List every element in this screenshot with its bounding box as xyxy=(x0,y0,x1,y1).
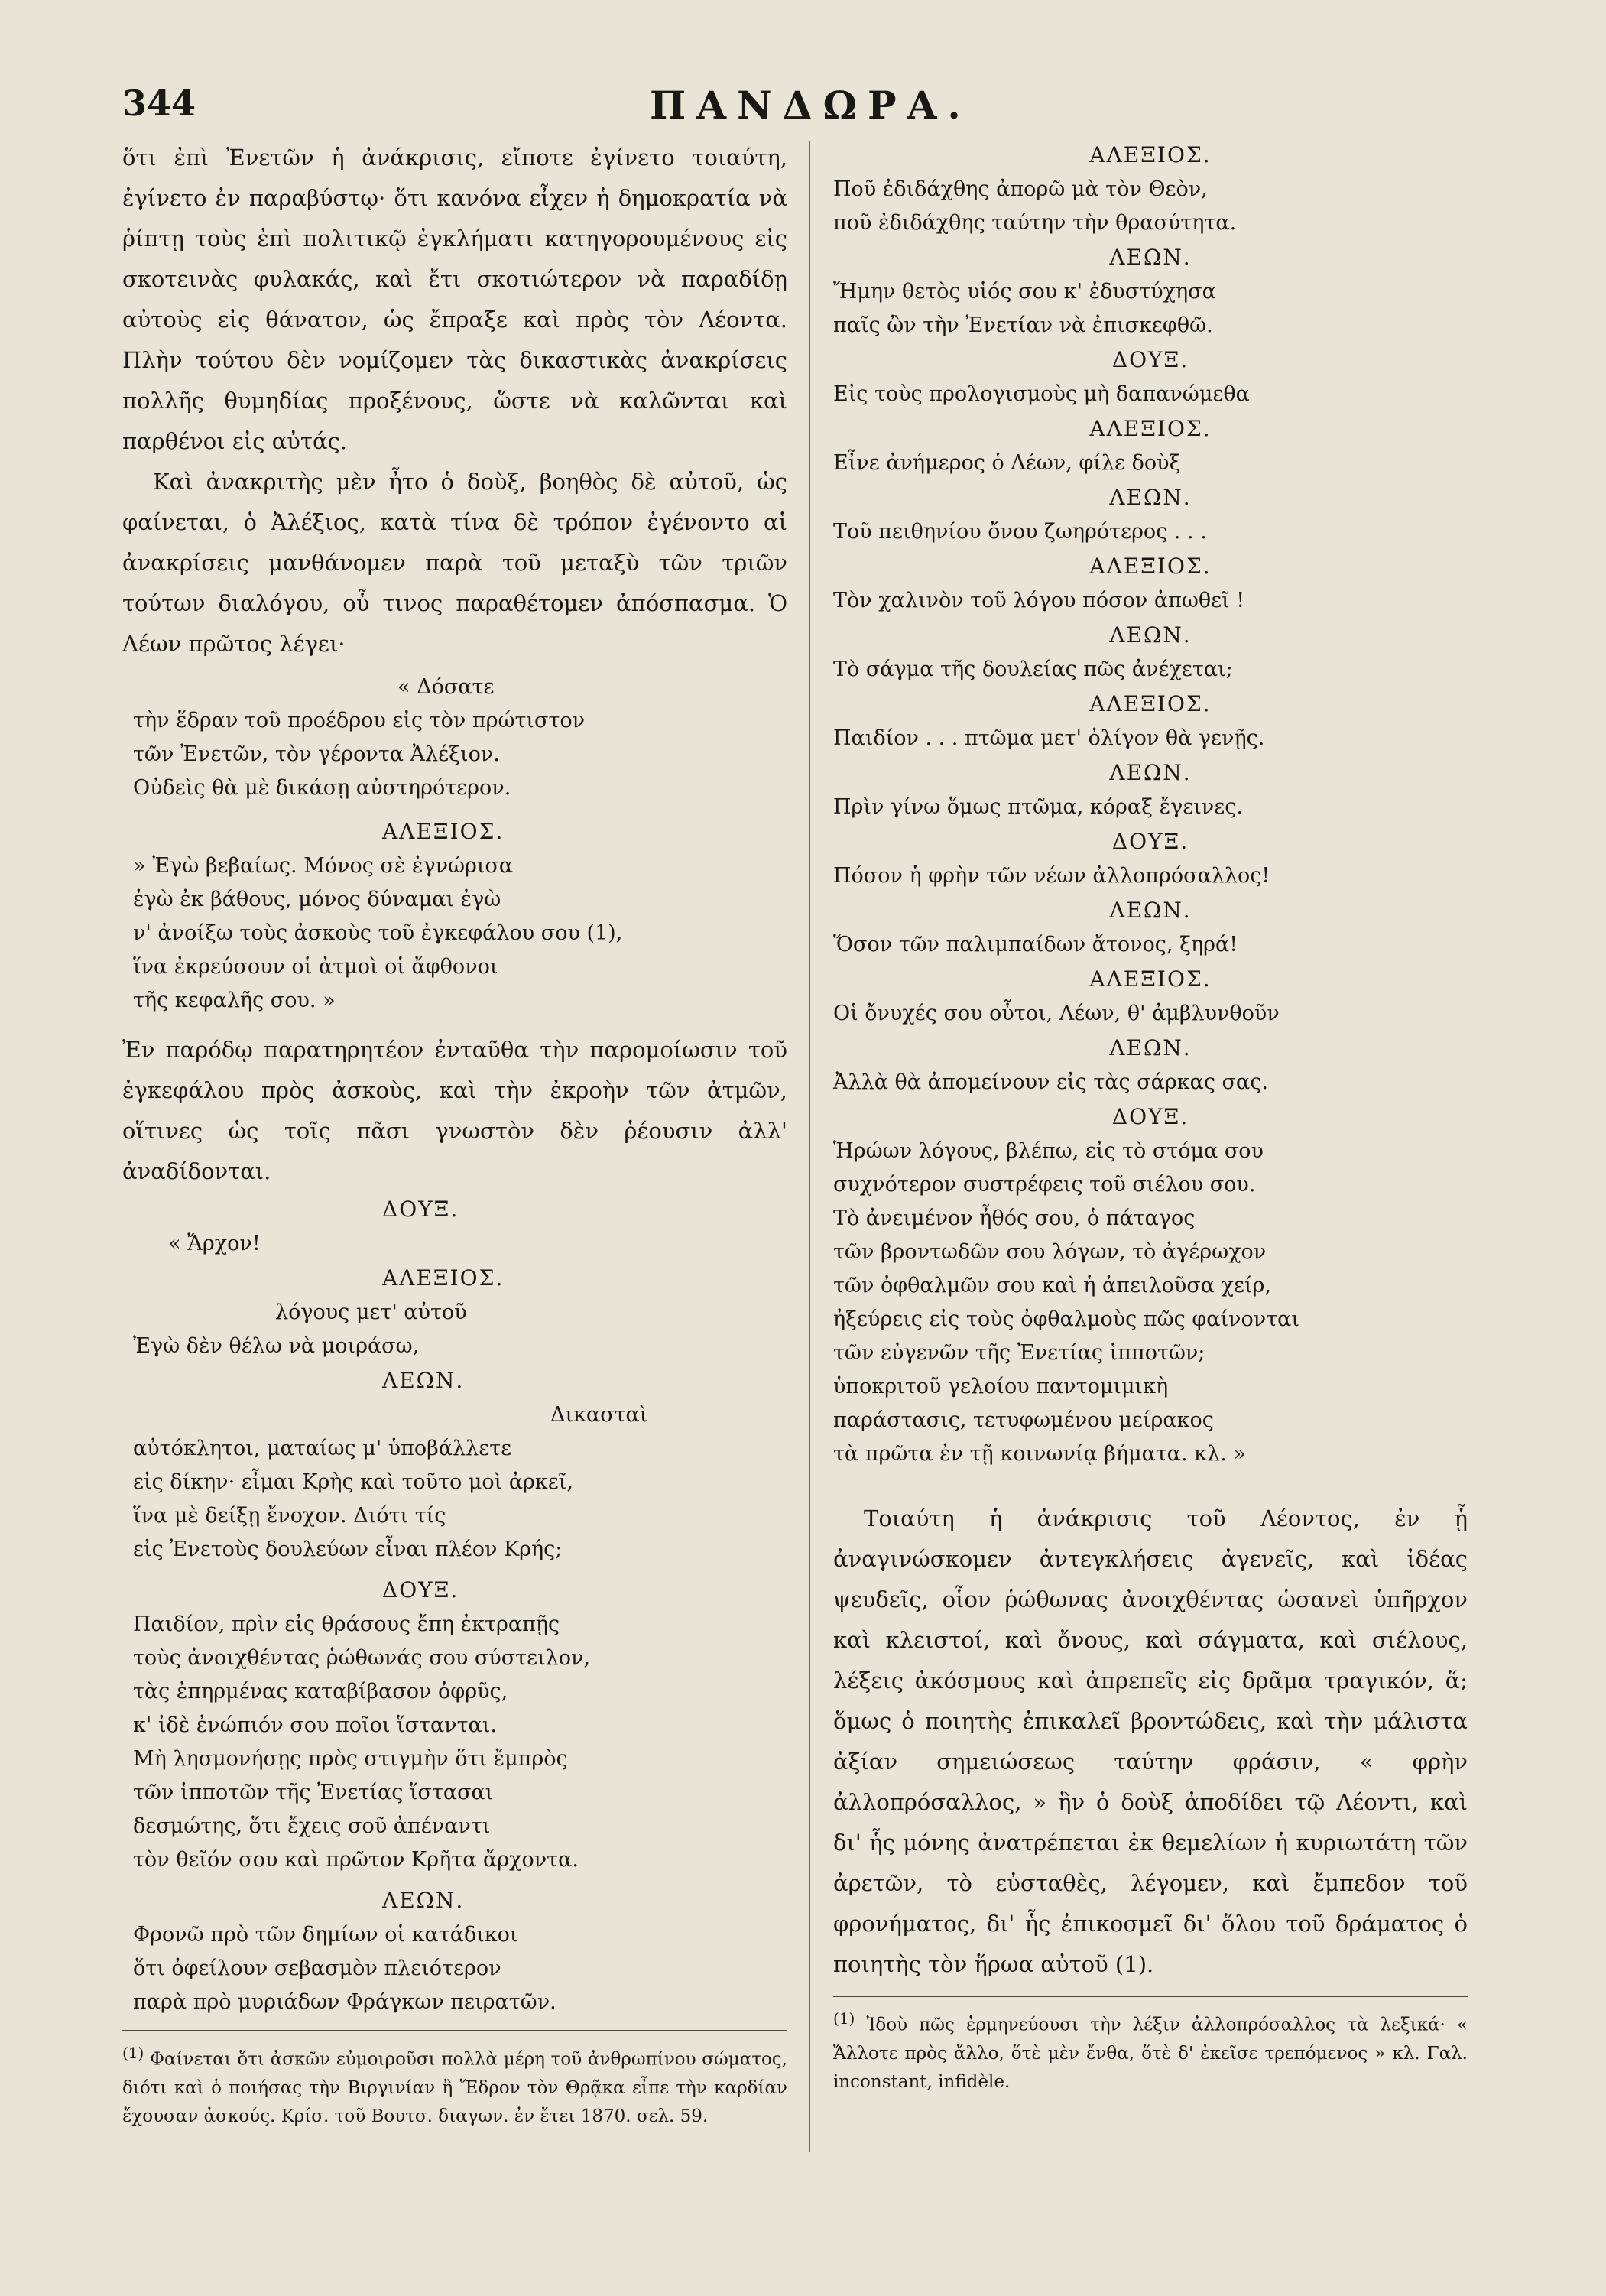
right-column xyxy=(833,138,1468,2096)
verse-line: εἰς δίκην· εἶμαι Κρὴς καὶ τοῦτο μοὶ ἀρκεῖ, xyxy=(133,1470,573,1494)
verse-line: « Ἄρχον! xyxy=(168,1232,261,1255)
speaker-name: ΛΕΩΝ. xyxy=(1109,1035,1192,1060)
verse-line: ὑποκριτοῦ γελοίου παντομιμικὴ xyxy=(833,1375,1169,1398)
verse-line: Οἱ ὄνυχές σου οὗτοι, Λέων, θ' ἀμβλυνθοῦν xyxy=(833,1002,1280,1025)
footnote-text: Ἰδοὺ πῶς ἑρμηνεύουσι τὴν λέξιν ἀλλοπρόσαλλος τὰ λεξικά· « Ἄλλοτε πρὸς ἄλλο, ὅτὲ μὲν ἔνθα, ὅτὲ δ' ἐκεῖσε τρεπόμενος » κλ. Γαλ. inconstant, infidèle. xyxy=(833,2015,1468,2092)
speaker-name: ΑΛΕΞΙΟΣ. xyxy=(1089,416,1212,441)
verse-line: τῆς κεφαλῆς σου. » xyxy=(133,989,336,1012)
verse-line: εἰς Ἐνετοὺς δουλεύων εἶναι πλέον Κρής; xyxy=(133,1538,563,1561)
verse-line: « Δόσατε xyxy=(397,675,495,699)
verse-line: Ποῦ ἐδιδάχθης ἀπορῶ μὰ τὸν Θεὸν, xyxy=(833,177,1208,201)
verse-line: Ἐγὼ δὲν θέλω νὰ μοιράσω, xyxy=(133,1334,420,1358)
speaker-name: ΔΟΥΞ. xyxy=(1111,1104,1189,1129)
speaker-name: ΔΟΥΞ. xyxy=(1111,829,1189,854)
verse-line: Παιδίον . . . πτῶμα μετ' ὀλίγον θὰ γενῇς. xyxy=(833,726,1265,750)
verse-line: ὅτι ὀφείλουν σεβασμὸν πλειότερον xyxy=(133,1957,501,1980)
verse-line: Τὸ σάγμα τῆς δουλείας πῶς ἀνέχεται; xyxy=(833,658,1233,681)
footnote-rule xyxy=(833,1996,1468,1997)
left-column xyxy=(122,138,787,2131)
verse-line: Πόσον ἡ φρὴν τῶν νέων ἀλλοπρόσαλλος! xyxy=(833,864,1270,888)
speaker-name: ΛΕΩΝ. xyxy=(1109,485,1192,510)
verse-line: Οὐδεὶς θὰ μὲ δικάσῃ αὐστηρότερον. xyxy=(133,776,511,800)
verse-line: Ἡρώων λόγους, βλέπω, εἰς τὸ στόμα σου xyxy=(833,1139,1264,1163)
speaker-name: ΛΕΩΝ. xyxy=(1109,622,1192,648)
verse-line: ἠξεύρεις εἰς τοὺς ὀφθαλμοὺς πῶς φαίνονται xyxy=(833,1307,1299,1331)
speaker-name: ΛΕΩΝ. xyxy=(382,1888,465,1913)
verse-line: ἵνα μὲ δείξῃ ἔνοχον. Διότι τίς xyxy=(133,1504,446,1528)
verse-line: ν' ἀνοίξω τοὺς ἀσκοὺς τοῦ ἐγκεφάλου σου (1), xyxy=(133,921,623,945)
verse-line: τὸν θεῖόν σου καὶ πρῶτον Κρῆτα ἄρχοντα. xyxy=(133,1848,579,1872)
verse-line: Ἤμην θετὸς υἱός σου κ' ἐδυστύχησα xyxy=(833,280,1216,304)
verse-line: τοὺς ἀνοιχθέντας ῥώθωνάς σου σύστειλον, xyxy=(133,1646,591,1670)
verse-line: Τὸ ἀνειμένον ἦθός σου, ὁ πάταγος xyxy=(833,1206,1196,1230)
verse-line: Δικασταὶ xyxy=(550,1403,648,1427)
verse-line: Εἰς τοὺς προλογισμοὺς μὴ δαπανώμεθα xyxy=(833,382,1250,406)
verse-line: Ἀλλὰ θὰ ἀπομείνουν εἰς τὰς σάρκας σας. xyxy=(833,1070,1268,1094)
paragraph: Ἐν παρόδῳ παρατηρητέον ἐνταῦθα τὴν παρομοίωσιν τοῦ ἐγκεφάλου πρὸς ἀσκοὺς, καὶ τὴν ἐκροὴν τῶν ἀτμῶν, οἵτινες ὡς τοῖς πᾶσι γνωστὸν δὲν ῥέουσιν ἀλλ' ἀναδίδονται. xyxy=(122,1037,787,1184)
verse-line: Τοῦ πειθηνίου ὄνου ζωηρότερος . . . xyxy=(833,520,1207,544)
verse-line: τὰς ἐπηρμένας καταβίβασον ὀφρῦς, xyxy=(133,1680,508,1703)
footnote-rule xyxy=(122,2030,787,2031)
speaker-name: ΑΛΕΞΙΟΣ. xyxy=(1089,966,1212,992)
page-header xyxy=(122,83,1544,128)
verse-line: Φρονῶ πρὸ τῶν δημίων οἱ κατάδικοι xyxy=(133,1923,518,1947)
speaker-name: ΔΟΥΞ. xyxy=(1111,347,1189,372)
verse-line: παῖς ὢν τὴν Ἐνετίαν νὰ ἐπισκεφθῶ. xyxy=(833,313,1213,337)
verse-line: Μὴ λησμονήσῃς πρὸς στιγμὴν ὅτι ἔμπρὸς xyxy=(133,1747,568,1771)
paragraph: ὅτι ἐπὶ Ἐνετῶν ἡ ἀνάκρισις, εἴποτε ἐγίνετο τοιαύτη, ἐγίνετο ἐν παραβύστῳ· ὅτι κανόνα εἶχεν ἡ δημοκρατία νὰ ῥίπτῃ τοὺς ἐπὶ πολιτικῷ ἐγκλήματι κατηγορουμένους εἰς σκοτεινὰς φυλακάς, καὶ ἔτι σκοτιώτερον νὰ παραδίδῃ αὐτοὺς εἰς θάνατον, ὡς ἔπραξε καὶ πρὸς τὸν Λέοντα. Πλὴν τούτου δὲν νομίζομεν τὰς δικαστικὰς ἀνακρίσεις πολλῆς θυμηδίας προξένους, ὥστε νὰ καλῶνται καὶ παρθένοι εἰς αὐτάς. xyxy=(122,145,787,454)
paragraph: Τοιαύτη ἡ ἀνάκρισις τοῦ Λέοντος, ἐν ᾗ ἀναγινώσκομεν ἀντεγκλήσεις ἀγενεῖς, καὶ ἰδέας ψευδεῖς, οἷον ῥώθωνας ἀνοιχθέντας ὡσανεὶ ὑπῆρχον καὶ κλειστοί, καὶ ὄνους, καὶ σάγματα, καὶ σιέλους, λέξεις ἀκόσμους καὶ ἀπρεπεῖς εἰς δρᾶμα τραγικόν, ἅ; ὅμως ὁ ποιητὴς ἐπικαλεῖ βροντώδεις, καὶ τὴν μάλιστα ἀξίαν σημειώσεως ταύτην φράσιν, « φρὴν ἀλλοπρόσαλλος, » ἣν ὁ δοὺξ ἀποδίδει τῷ Λέοντι, καὶ δι' ἧς μόνης ἀνατρέπεται ἐκ θεμελίων ἡ κυριωτάτη τῶν ἀρετῶν, τὸ εὐσταθὲς, λέγομεν, καὶ ἔμπεδον τοῦ φρονήματος, δι' ἧς ἐπικοσμεῖ δι' ὅλου τοῦ δράματος ὁ ποιητὴς τὸν ἥρωα αὐτοῦ (1). xyxy=(833,1505,1468,1977)
speaker-name: ΔΟΥΞ. xyxy=(382,1577,459,1603)
verse-line: συχνότερον συστρέφεις τοῦ σιέλου σου. xyxy=(833,1173,1256,1197)
footnote-mark: (1) xyxy=(122,2044,144,2062)
verse-line: τὴν ἕδραν τοῦ προέδρου εἰς τὸν πρώτιστον xyxy=(133,709,586,732)
verse-line: τὰ πρῶτα ἐν τῇ κοινωνίᾳ βήματα. κλ. » xyxy=(833,1442,1246,1466)
footnote xyxy=(833,2005,1468,2096)
verse-line: αὐτόκλητοι, ματαίως μ' ὑποβάλλετε xyxy=(133,1437,512,1460)
footnote-text: Φαίνεται ὅτι ἀσκῶν εὐμοιροῦσι πολλὰ μέρη τοῦ ἀνθρωπίνου σώματος, διότι καὶ ὁ ποιήσας τὴν Βιργινίαν ἢ Ἕδρον τὸν Θρᾷκα εἶπε τὴν καρδίαν ἔχουσαν ἀσκούς. Κρίσ. τοῦ Βουτσ. διαγων. ἐν ἔτει 1870. σελ. 59. xyxy=(122,2049,787,2126)
running-title: ΠΑΝΔΩΡΑ. xyxy=(650,83,972,128)
speaker-name: ΛΕΩΝ. xyxy=(1109,760,1192,785)
speaker-name: ΑΛΕΞΙΟΣ. xyxy=(382,819,505,844)
speaker-name: ΛΕΩΝ. xyxy=(382,1368,465,1393)
page-number: 344 xyxy=(122,83,196,124)
speaker-name: ΛΕΩΝ. xyxy=(1109,245,1192,270)
speaker-name: ΑΛΕΞΙΟΣ. xyxy=(1089,554,1212,579)
column-divider xyxy=(809,141,810,2152)
verse-line: τῶν βροντωδῶν σου λόγων, τὸ ἀγέρωχον xyxy=(833,1240,1267,1264)
verse-line: δεσμώτης, ὅτι ἔχεις σοῦ ἀπέναντι xyxy=(133,1814,491,1838)
verse-line: τῶν ὀφθαλμῶν σου καὶ ἡ ἀπειλοῦσα χείρ, xyxy=(833,1274,1271,1297)
verse-line: ἐγὼ ἐκ βάθους, μόνος δύναμαι ἐγὼ xyxy=(133,888,501,911)
verse-line: λόγους μετ' αὐτοῦ xyxy=(275,1301,467,1324)
verse-line: Παιδίον, πρὶν εἰς θράσους ἔπη ἐκτραπῇς xyxy=(133,1612,560,1636)
verse-line: Εἶνε ἀνήμερος ὁ Λέων, φίλε δοὺξ xyxy=(833,451,1181,475)
verse-line: παράστασις, τετυφωμένου μείρακος xyxy=(833,1408,1214,1432)
verse-line: τῶν Ἐνετῶν, τὸν γέροντα Ἀλέξιον. xyxy=(133,742,500,766)
verse-line: ποῦ ἐδιδάχθης ταύτην τὴν θρασύτητα. xyxy=(833,211,1237,235)
verse-line: Τὸν χαλινὸν τοῦ λόγου πόσον ἀπωθεῖ ! xyxy=(833,589,1245,612)
speaker-name: ΑΛΕΞΙΟΣ. xyxy=(1089,691,1212,716)
speaker-name: ΑΛΕΞΙΟΣ. xyxy=(382,1265,505,1291)
verse-line: τῶν ἱπποτῶν τῆς Ἐνετίας ἵστασαι xyxy=(133,1781,494,1804)
footnote-mark: (1) xyxy=(833,2009,855,2028)
verse-line: Πρὶν γίνω ὅμως πτῶμα, κόραξ ἔγεινες. xyxy=(833,795,1243,819)
verse-line: τῶν εὐγενῶν τῆς Ἐνετίας ἱπποτῶν; xyxy=(833,1341,1205,1365)
paragraph: Καὶ ἀνακριτὴς μὲν ἦτο ὁ δοὺξ, βοηθὸς δὲ αὐτοῦ, ὡς φαίνεται, ὁ Ἀλέξιος, κατὰ τίνα δὲ τρόπον ἐγένοντο αἱ ἀνακρίσεις μανθάνομεν παρὰ τοῦ μεταξὺ τῶν τριῶν τούτων διαλόγου, οὗ τινος παραθέτομεν ἀπόσπασμα. Ὁ Λέων πρῶτος λέγει· xyxy=(122,469,787,657)
verse-line: ἵνα ἐκρεύσουν οἱ ἀτμοὶ οἱ ἄφθονοι xyxy=(133,955,498,979)
verse-line: » Ἐγὼ βεβαίως. Μόνος σὲ ἐγνώρισα xyxy=(133,854,514,878)
verse-line: παρὰ πρὸ μυριάδων Φράγκων πειρατῶν. xyxy=(133,1990,556,2014)
speaker-name: ΑΛΕΞΙΟΣ. xyxy=(1089,142,1212,167)
speaker-name: ΛΕΩΝ. xyxy=(1109,898,1192,923)
verse-line: Ὅσον τῶν παλιμπαίδων ἄτονος, ξηρά! xyxy=(833,933,1238,956)
verse-line: κ' ἰδὲ ἐνώπιόν σου ποῖοι ἵστανται. xyxy=(133,1713,497,1737)
speaker-name: ΔΟΥΞ. xyxy=(382,1197,459,1222)
footnote xyxy=(122,2039,787,2131)
